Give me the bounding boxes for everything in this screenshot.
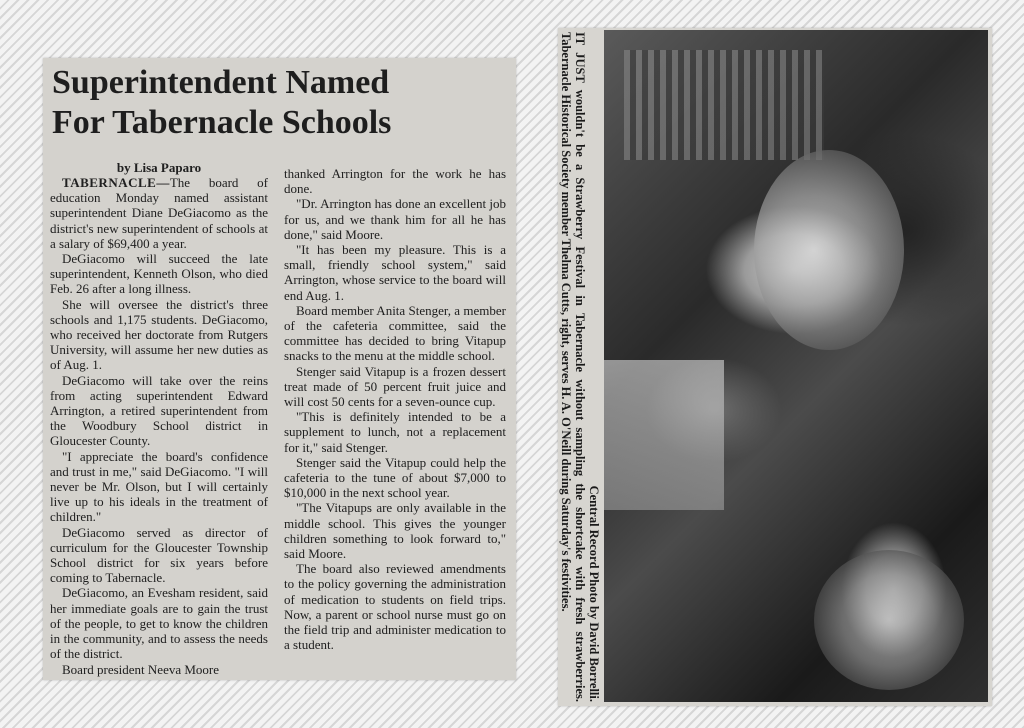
article-paragraph: Stenger said Vitapup is a frozen dessert treat made of 50 percent fruit juice and will cost 50 cents for a seven-ounce cup. (284, 363, 506, 410)
table-shape (604, 360, 724, 510)
person-figure (814, 550, 964, 690)
article-dateline: TABERNACLE— (62, 175, 170, 190)
article-byline: by Lisa Paparo (116, 160, 202, 175)
photo-credit: Central Record Photo by David Borrelli. (587, 485, 601, 702)
article-lead-text: The board of education Monday named assistant superintendent Diane DeGiacomo as the district's new superintendent of schools at a salary of $69,400 a year. (50, 175, 268, 251)
photo-caption-text: IT JUST wouldn't be a Strawberry Festival in Tabernacle without sampling the shortcake with fresh strawberries. Tabernacle Historical Society member Thelma Cutts, right, serves H. A. O'Neill during Saturday's festivities. (559, 32, 587, 702)
person-figure (754, 150, 904, 350)
article-headline: Superintendent Named For Tabernacle Schools (52, 64, 392, 141)
article-column-2 (284, 166, 506, 653)
photo-caption-area (558, 28, 602, 706)
article-column-1 (50, 160, 268, 677)
plaid-shirt-shape (624, 50, 824, 160)
article-paragraph: DeGiacomo served as director of curriculum for the Gloucester Township School district for six years before coming to Tabernacle. (50, 524, 268, 586)
article-paragraph: She will oversee the district's three schools and 1,175 students. DeGiacomo, who received her doctorate from Rutgers University, will assume her new duties as of Aug. 1. (50, 296, 268, 373)
article-paragraph: "It has been my pleasure. This is a small, friendly school system," said Arrington, whose service to the board will end Aug. 1. (284, 242, 506, 303)
article-paragraph: The board also reviewed amendments to the policy governing the administration of medication to students on field trips. Now, a parent or school nurse must go on the field trip and administer medication to a student. (284, 561, 506, 653)
article-paragraph: thanked Arrington for the work he has done. (284, 166, 506, 197)
festival-photo (604, 30, 988, 702)
article-paragraph: Board member Anita Stenger, a member of the cafeteria committee, said the committee has decided to bring Vitapup snacks to the menu at the middle school. (284, 302, 506, 364)
article-paragraph: Board president Neeva Moore (62, 661, 220, 677)
article-paragraph (50, 175, 268, 251)
article-paragraph: DeGiacomo, an Evesham resident, said her immediate goals are to gain the trust of the people, to get to know the children in the community, and to assess the needs of the district. (50, 585, 268, 662)
article-paragraph: DeGiacomo will take over the reins from acting superintendent Edward Arrington, a retired superintendent from the Woodbury School district in Gloucester County. (50, 372, 268, 449)
photo-caption (559, 32, 601, 702)
article-paragraph: "I appreciate the board's confidence and trust in me," said DeGiacomo. "I will never be Mr. Olson, but I will certainly live up to his ideals in the treatment of children." (50, 448, 268, 525)
article-paragraph: DeGiacomo will succeed the late superintendent, Kenneth Olson, who died Feb. 26 after a long illness. (50, 251, 268, 297)
article-paragraph: "This is definitely intended to be a supplement to lunch, not a replacement for it," said Stenger. (284, 409, 506, 455)
article-paragraph: "Dr. Arrington has done an excellent job for us, and we thank him for all he has done," said Moore. (284, 196, 507, 242)
article-paragraph: "The Vitapups are only available in the middle school. This gives the younger children something to look forward to," said Moore. (284, 500, 506, 562)
article-paragraph: Stenger said the Vitapup could help the cafeteria to the tune of about $7,000 to $10,000 in the next school year. (284, 454, 506, 501)
